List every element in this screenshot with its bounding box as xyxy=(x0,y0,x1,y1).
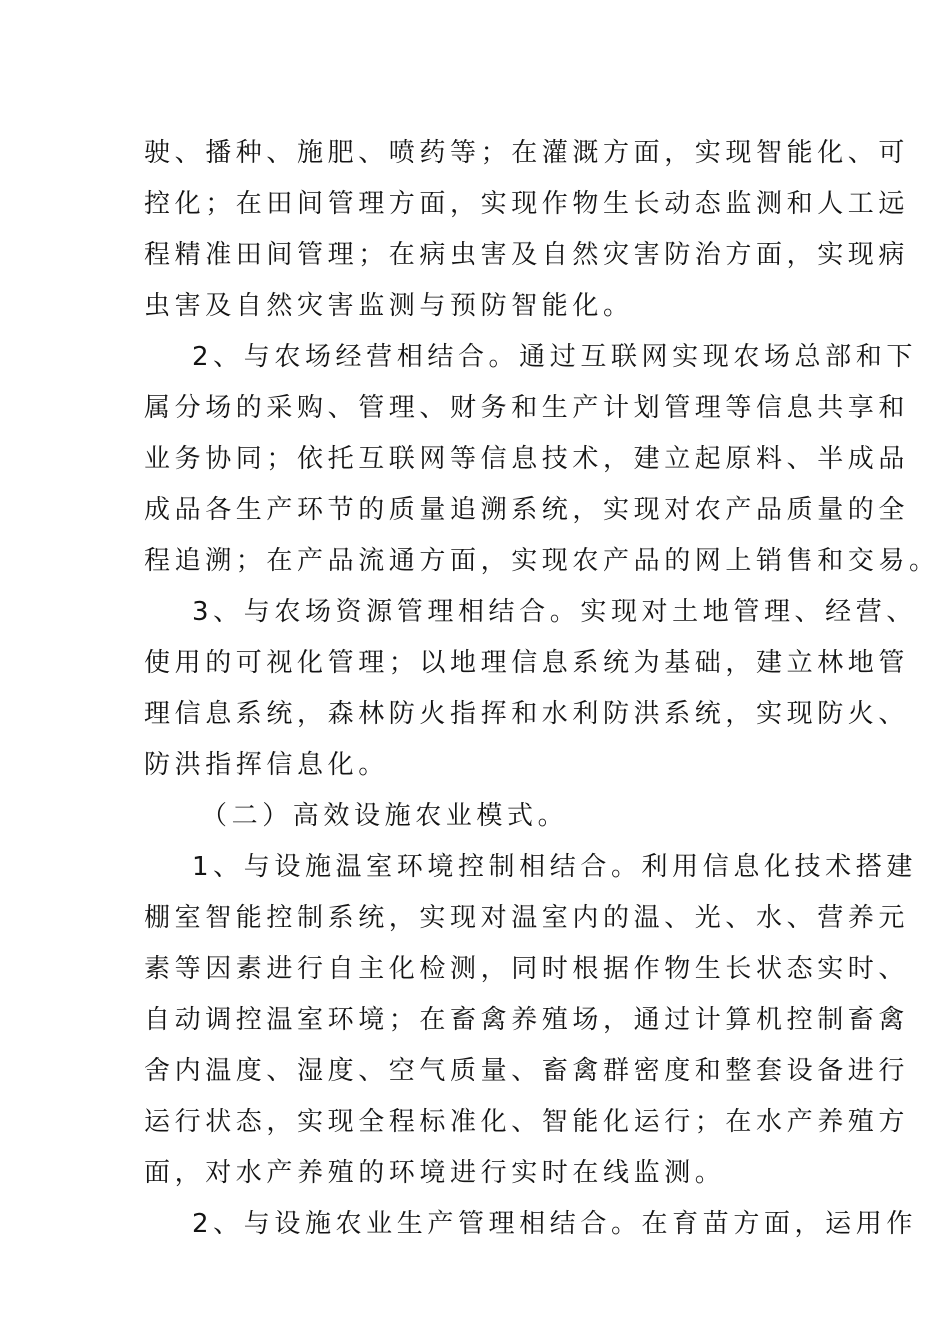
paragraph-line: 舍内温度、湿度、空气质量、畜禽群密度和整套设备进行 xyxy=(144,1056,910,1086)
paragraph-line: 属分场的采购、管理、财务和生产计划管理等信息共享和 xyxy=(144,393,910,423)
paragraph-line: 使用的可视化管理；以地理信息系统为基础，建立林地管 xyxy=(144,648,910,678)
paragraph-line: 虫害及自然灾害监测与预防智能化。 xyxy=(144,291,634,321)
paragraph-line: 素等因素进行自主化检测，同时根据作物生长状态实时、 xyxy=(144,954,910,984)
paragraph-line: 面，对水产养殖的环境进行实时在线监测。 xyxy=(144,1158,726,1188)
paragraph-first-line: 2、与设施农业生产管理相结合。在育苗方面，运用作 xyxy=(192,1209,917,1239)
paragraph-line: 驶、播种、施肥、喷药等；在灌溉方面，实现智能化、可 xyxy=(144,138,910,168)
document-body xyxy=(144,128,940,1250)
paragraph-first-line: 1、与设施温室环境控制相结合。利用信息化技术搭建 xyxy=(192,852,917,882)
paragraph-line: 理信息系统，森林防火指挥和水利防洪系统，实现防火、 xyxy=(144,699,910,729)
paragraph-first-line: 2、与农场经营相结合。通过互联网实现农场总部和下 xyxy=(192,342,917,372)
paragraph-line: 业务协同；依托互联网等信息技术，建立起原料、半成品 xyxy=(144,444,910,474)
paragraph-line: 防洪指挥信息化。 xyxy=(144,750,389,780)
paragraph-line: 运行状态，实现全程标准化、智能化运行；在水产养殖方 xyxy=(144,1107,910,1137)
paragraph-line: 自动调控温室环境；在畜禽养殖场，通过计算机控制畜禽 xyxy=(144,1005,910,1035)
paragraph-line: 棚室智能控制系统，实现对温室内的温、光、水、营养元 xyxy=(144,903,910,933)
paragraph-line: 程追溯；在产品流通方面，实现农产品的网上销售和交易。 xyxy=(144,546,940,576)
paragraph-first-line: 3、与农场资源管理相结合。实现对土地管理、经营、 xyxy=(192,597,917,627)
paragraph-line: 控化；在田间管理方面，实现作物生长动态监测和人工远 xyxy=(144,189,910,219)
section-heading: （二）高效设施农业模式。 xyxy=(201,801,569,831)
paragraph-line: 成品各生产环节的质量追溯系统，实现对农产品质量的全 xyxy=(144,495,910,525)
paragraph-line: 程精准田间管理；在病虫害及自然灾害防治方面，实现病 xyxy=(144,240,910,270)
